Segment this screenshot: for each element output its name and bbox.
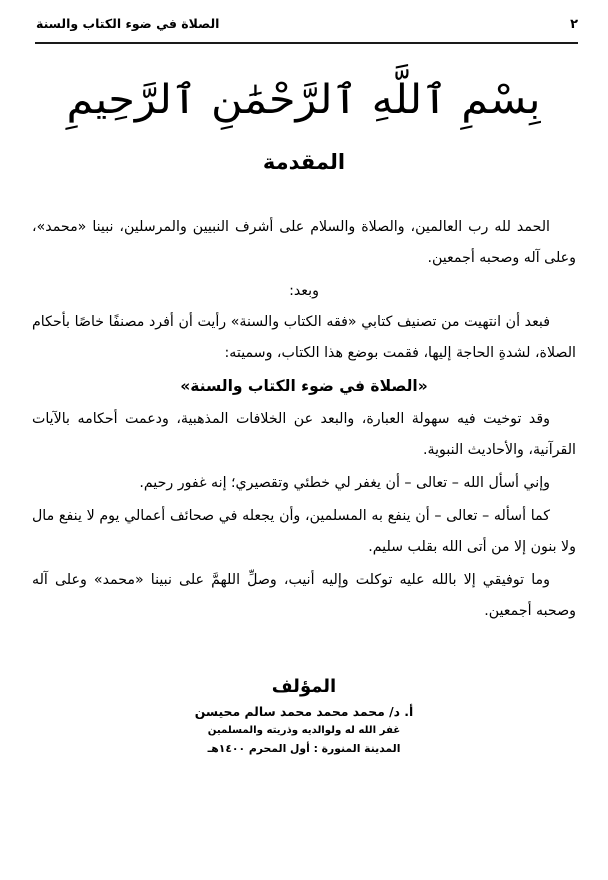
- paragraph-praise: الحمد لله رب العالمين، والصلاة والسلام على أشرف النبيين والمرسلين، نبينا «محمد»، وعلى آله وصحبه أجمعين.: [32, 219, 576, 266]
- paragraph-closing: وما توفيقي إلا بالله عليه توكلت وإليه أنيب، وصلِّ اللهمَّ على نبينا «محمد» وعلى آله وصحبه أجمعين.: [32, 572, 576, 619]
- header-book-title: الصلاة في ضوء الكتاب والسنة: [36, 16, 220, 31]
- paragraph-supplication-benefit: كما أسأله – تعالى – أن ينفع به المسلمين، وأن يجعله في صحائف أعمالي يوم لا ينفع مال ولا بنون إلا من أتى الله بقلب سليم.: [32, 508, 576, 555]
- basmala-block: [0, 70, 608, 140]
- basmala-calligraphy: بِسْمِ ٱللَّهِ ٱلرَّحْمَٰنِ ٱلرَّحِيمِ: [66, 77, 542, 123]
- paragraph-wa-baad: وبعد:: [289, 283, 319, 299]
- signature-heading-author: المؤلف: [271, 676, 337, 697]
- signature-block: [0, 676, 608, 755]
- page-number: ٢: [570, 17, 578, 32]
- paragraph-reason-for-writing: فبعد أن انتهيت من تصنيف كتابي «فقه الكتاب والسنة» رأيت أن أفرد مصنفًا خاصًا بأحكام الصلاة، لشدةِ الحاجة إليها، فقمت بوضع هذا الكتاب، وسميته:: [32, 314, 576, 361]
- paragraph-method: وقد توخيت فيه سهولة العبارة، والبعد عن الخلافات المذهبية، ودعمت أحكامه بالآيات القرآنية، والأحاديث النبوية.: [32, 411, 576, 458]
- signature-place-and-date: المدينة المنورة : أول المحرم ١٤٠٠هـ: [207, 742, 401, 755]
- section-heading-introduction: المقدمة: [262, 150, 346, 174]
- signature-author-name: أ. د/ محمد محمد محمد سالم محيسن: [194, 704, 414, 719]
- signature-supplication: غفر الله له ولوالديه وذريته والمسلمين: [207, 725, 401, 736]
- paragraph-supplication-forgiveness: وإني أسأل الله – تعالى – أن يغفر لي خطئي وتقصيري؛ إنه غفور رحيم.: [139, 475, 550, 491]
- book-title-quoted: «الصلاة في ضوء الكتاب والسنة»: [180, 377, 428, 395]
- body-text: [32, 212, 576, 629]
- header-divider-rule: [35, 42, 578, 44]
- page-header: [36, 18, 578, 44]
